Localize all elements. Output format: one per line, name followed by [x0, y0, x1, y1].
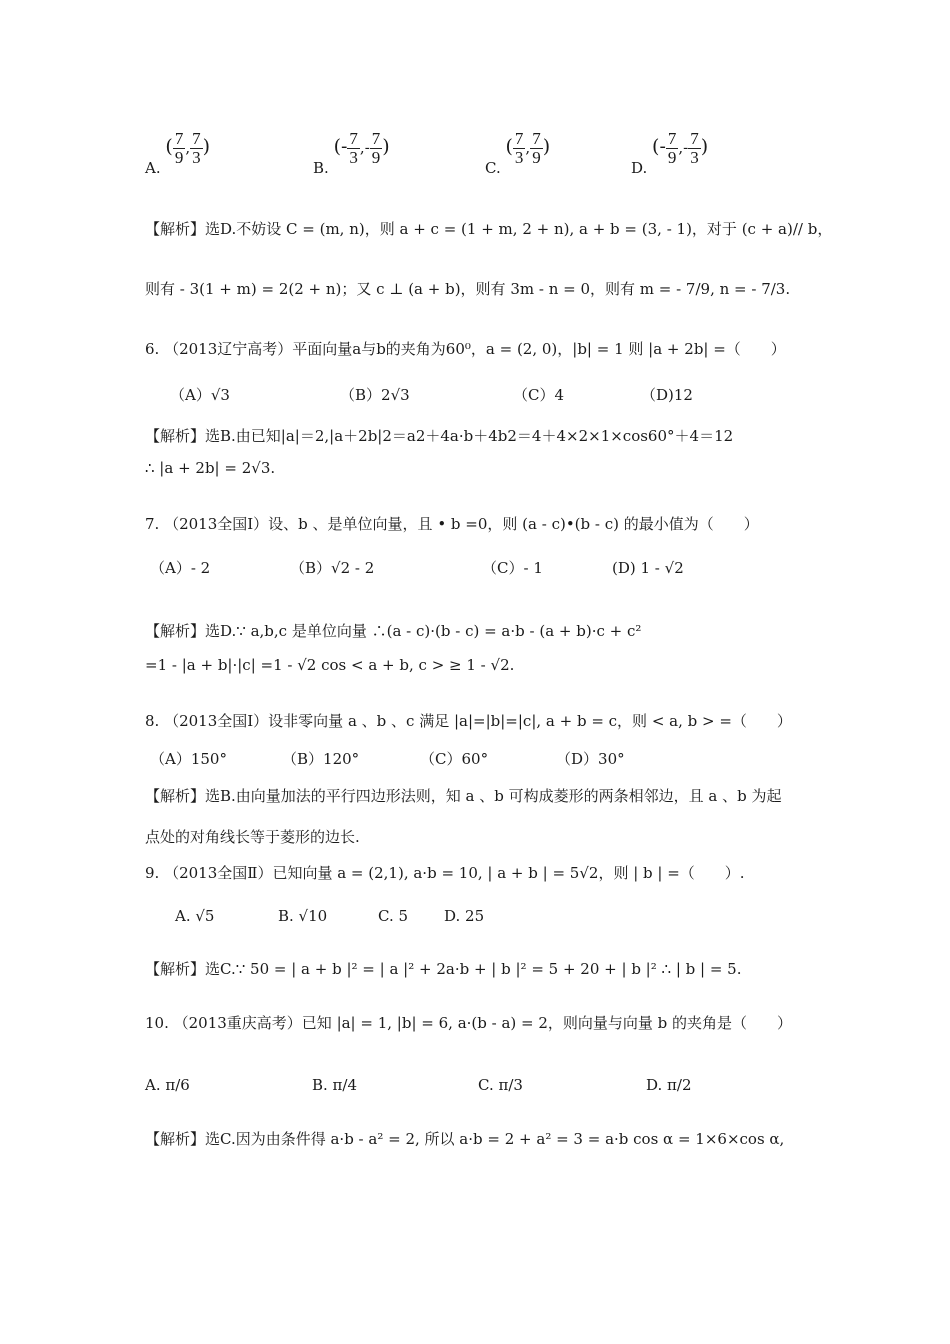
q8-analysis-line1: 【解析】选B.由向量加法的平行四边形法则，知 a 、b 可构成菱形的两条相邻边，且 a 、b 为起	[145, 787, 782, 805]
q10-stem: 10. （2013重庆高考）已知 |a| = 1, |b| = 6, a·(b - a) = 2，则向量与向量 b 的夹角是（ ）	[145, 1014, 793, 1032]
q8-option-b: （B）120°	[282, 750, 360, 768]
q10-analysis: 【解析】选C.因为由条件得 a·b - a² = 2, 所以 a·b = 2 + a² = 3 = a·b cos α = 1×6×cos α,	[145, 1130, 785, 1148]
q9-option-d: D. 25	[444, 907, 485, 925]
q8-option-a: （A）150°	[150, 750, 227, 768]
q7-option-d: (D) 1 - √2	[612, 559, 684, 577]
q10-option-b: B. π/4	[312, 1076, 358, 1094]
q5-option-b: B. (- $\frac{7}{3}$ ,- $\frac{7}{9}$ )	[313, 129, 390, 177]
q10-option-a: A. π/6	[145, 1076, 190, 1094]
q5-option-c: C. ( $\frac{7}{3}$ , $\frac{7}{9}$ )	[485, 129, 551, 177]
q5-option-d: D. (- $\frac{7}{9}$ ,- $\frac{7}{3}$ )	[631, 129, 709, 177]
q6-analysis-line2: ∴ |a + 2b| = 2√3.	[145, 459, 276, 477]
q9-stem: 9. （2013全国Ⅱ）已知向量 a = (2,1), a·b = 10, | a + b | = 5√2，则 | b | =（ ）.	[145, 864, 745, 882]
q8-option-d: （D）30°	[556, 750, 625, 768]
q6-analysis-line1: 【解析】选B.由已知|a|＝2,|a＋2b|2＝a2＋4a·b＋4b2＝4＋4×2×1×cos60°＋4＝12	[145, 427, 734, 445]
q7-analysis-line1: 【解析】选D.∵ a,b,c 是单位向量 ∴(a - c)·(b - c) = a·b - (a + b)·c + c²	[145, 622, 642, 640]
q7-option-a: （A）- 2	[150, 559, 211, 577]
q7-analysis-line2: =1 - |a + b|·|c| =1 - √2 cos < a + b, c > ≥ 1 - √2.	[145, 656, 515, 674]
q10-option-d: D. π/2	[646, 1076, 692, 1094]
q7-option-b: （B）√2 - 2	[290, 559, 375, 577]
q6-option-b: （B）2√3	[340, 386, 410, 404]
q5-option-a: A. ( $\frac{7}{9}$ , $\frac{7}{3}$ )	[145, 129, 211, 177]
q5-analysis-line2: 则有 - 3(1 + m) = 2(2 + n)；又 c ⊥ (a + b)，则有 3m - n = 0，则有 m = - 7/9, n = - 7/3.	[145, 280, 791, 298]
q5-analysis-line1: 【解析】选D.不妨设 C = (m, n)，则 a + c = (1 + m, 2 + n), a + b = (3, - 1)，对于 (c + a)// b，	[145, 220, 833, 238]
q8-option-c: （C）60°	[420, 750, 489, 768]
q6-option-a: （A）√3	[170, 386, 230, 404]
q9-option-c: C. 5	[378, 907, 409, 925]
q6-option-c: （C）4	[513, 386, 565, 404]
q10-option-c: C. π/3	[478, 1076, 523, 1094]
q8-analysis-line2: 点处的对角线长等于菱形的边长.	[145, 828, 360, 846]
q6-option-d: （D)12	[641, 386, 693, 404]
q7-stem: 7. （2013全国Ⅰ）设、b 、是单位向量，且 • b =0，则 (a - c)•(b - c) 的最小值为（ ）	[145, 515, 759, 533]
q6-stem: 6. （2013辽宁高考）平面向量a与b的夹角为60⁰，a = (2, 0)，|b| = 1 则 |a + 2b| =（ ）	[145, 340, 786, 358]
q7-option-c: （C）- 1	[482, 559, 543, 577]
q9-option-a: A. √5	[175, 907, 215, 925]
q9-analysis: 【解析】选C.∵ 50 = | a + b |² = | a |² + 2a·b + | b |² = 5 + 20 + | b |² ∴ | b | = 5.	[145, 960, 742, 978]
q8-stem: 8. （2013全国Ⅰ）设非零向量 a 、b 、c 满足 |a|=|b|=|c|, a + b = c，则 < a, b > =（ ）	[145, 712, 792, 730]
q9-option-b: B. √10	[278, 907, 328, 925]
